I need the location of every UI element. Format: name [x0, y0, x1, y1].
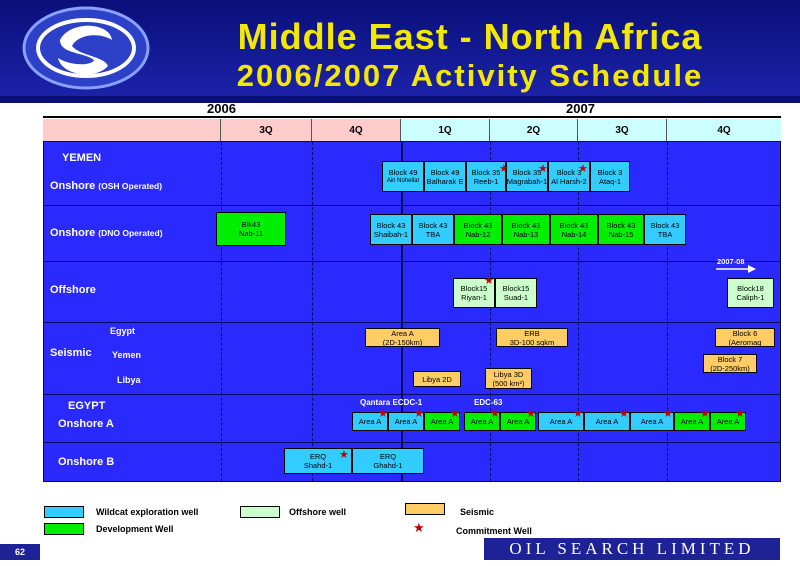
activity-box: Block 43 Nab-15 — [598, 214, 644, 245]
activity-box: Block 43 TBA — [644, 214, 686, 245]
activity-box: Block 43 Nab-12 — [454, 214, 502, 245]
quarter-4q-2007: 4Q — [667, 119, 781, 141]
activity-box: Block15 Suad-1 — [495, 278, 537, 308]
commitment-star-icon: ★ — [538, 163, 548, 175]
activity-box: Libya 3D (500 km²) — [485, 368, 532, 389]
commitment-star-icon: ★ — [414, 408, 424, 420]
activity-box: Area A (2D-150km) — [365, 328, 440, 347]
activity-box: ERB 3D-100 sqkm — [496, 328, 568, 347]
commitment-star-icon: ★ — [700, 408, 710, 420]
year-label-2007: 2007 — [566, 101, 595, 116]
row-label-offshore: Offshore — [50, 284, 96, 296]
legend-text-offshore: Offshore well — [289, 507, 347, 517]
activity-box: Area A — [630, 412, 674, 431]
row-label-dno — [50, 227, 163, 239]
activity-box: Area A — [500, 412, 536, 431]
activity-box: Area A — [352, 412, 388, 431]
page-number: 62 — [0, 544, 40, 560]
commitment-star-icon: ★ — [450, 408, 460, 420]
commitment-star-icon: ★ — [619, 408, 629, 420]
commitment-star-icon: ★ — [499, 163, 509, 175]
activity-box: Block 49 Ain Nohellat — [382, 161, 424, 192]
annotation-2007-08: 2007-08 — [717, 257, 745, 266]
seismic-country-egypt: Egypt — [110, 326, 136, 336]
grid-divider — [312, 142, 313, 481]
arrow-icon — [716, 265, 756, 273]
activity-box: ERQ Shahd-1 — [284, 448, 352, 474]
activity-box: ERQ Ghahd-1 — [352, 448, 424, 474]
row-label-dno-main: Onshore — [50, 227, 96, 239]
activity-box: Area A — [424, 412, 460, 431]
activity-box: Block15 Riyan-1 — [453, 278, 495, 308]
annotation-edc63: EDC-63 — [474, 398, 503, 407]
legend-text-seismic: Seismic — [460, 507, 495, 517]
row-divider — [44, 261, 780, 262]
legend-swatch-seismic — [405, 503, 445, 515]
legend-swatch-offshore — [240, 506, 280, 518]
page-subtitle: 2006/2007 Activity Schedule — [236, 58, 704, 93]
row-divider — [44, 205, 780, 206]
seismic-country-yemen: Yemen — [112, 350, 142, 360]
commitment-star-icon: ★ — [663, 408, 673, 420]
commitment-star-icon: ★ — [573, 408, 583, 420]
activity-box: Block 35 Magrabah-1 — [506, 161, 548, 192]
row-divider — [44, 442, 780, 443]
activity-box: Area A — [674, 412, 710, 431]
commitment-star-icon: ★ — [526, 408, 536, 420]
activity-box: Block 3 Ataq-1 — [590, 161, 630, 192]
row-label-seismic: Seismic — [50, 347, 92, 359]
commitment-star-icon: ★ — [378, 408, 388, 420]
activity-box: Area A — [388, 412, 424, 431]
row-label-dno-sub: (DNO Operated) — [98, 228, 163, 238]
activity-box: Area A — [710, 412, 746, 431]
year-label-2006: 2006 — [207, 101, 236, 116]
row-label-onshore-b: Onshore B — [58, 456, 115, 468]
activity-box: Block 43 TBA — [412, 214, 454, 245]
commitment-star-icon: ★ — [735, 408, 745, 420]
legend-text-commitment: Commitment Well — [456, 526, 532, 536]
quarter-blank — [43, 119, 221, 141]
year-underline — [43, 116, 781, 118]
row-divider — [44, 394, 780, 395]
company-name: OIL SEARCH LIMITED — [484, 538, 780, 560]
row-label-onshore-a: Onshore A — [58, 418, 114, 430]
activity-box: Area A — [584, 412, 630, 431]
activity-box: Area A — [538, 412, 584, 431]
activity-box: Block 35 Reeb-1 — [466, 161, 506, 192]
activity-box: Block 3 Al Harsh-2 — [548, 161, 590, 192]
quarter-4q-2006: 4Q — [312, 119, 401, 141]
quarter-3q-2007: 3Q — [578, 119, 667, 141]
commitment-star-icon: ★ — [578, 163, 588, 175]
commitment-star-icon: ★ — [339, 449, 349, 461]
activity-box: Blk43 Nab-11 — [216, 212, 286, 246]
activity-box: Block 49 Balharak E — [424, 161, 466, 192]
commitment-legend-star-icon: ★ — [413, 520, 425, 535]
row-label-osh — [50, 180, 162, 192]
activity-box: Block 43 Shaibah-1 — [370, 214, 412, 245]
legend-swatch-wildcat — [44, 506, 84, 518]
legend-text-development: Development Well — [96, 524, 174, 534]
legend-swatch-development — [44, 523, 84, 535]
row-header-yemen: YEMEN — [62, 152, 102, 164]
row-divider — [44, 322, 780, 323]
seismic-country-libya: Libya — [117, 375, 141, 385]
activity-box: Block 6 (Aeromag — [715, 328, 775, 347]
activity-box: Area A — [464, 412, 500, 431]
activity-box: Block18 Caliph-1 — [727, 278, 774, 308]
legend-text-wildcat: Wildcat exploration well — [96, 507, 199, 517]
activity-box: Block 7 (2D-250km) — [703, 354, 757, 373]
annotation-qantara: Qantara ECDC-1 — [360, 398, 423, 407]
grid-divider — [221, 142, 222, 481]
row-label-osh-sub: (OSH Operated) — [98, 181, 163, 191]
row-header-egypt: EGYPT — [68, 400, 106, 412]
activity-box: Libya 2D — [413, 371, 461, 387]
row-label-osh-main: Onshore — [50, 180, 96, 192]
activity-box: Block 43 Nab-13 — [502, 214, 550, 245]
quarter-2q-2007: 2Q — [490, 119, 578, 141]
page-title: Middle East - North Africa — [237, 16, 703, 57]
commitment-star-icon: ★ — [484, 275, 494, 287]
quarter-1q-2007: 1Q — [401, 119, 490, 141]
quarter-3q-2006: 3Q — [221, 119, 312, 141]
commitment-star-icon: ★ — [490, 408, 500, 420]
activity-box: Block 43 Nab-14 — [550, 214, 598, 245]
